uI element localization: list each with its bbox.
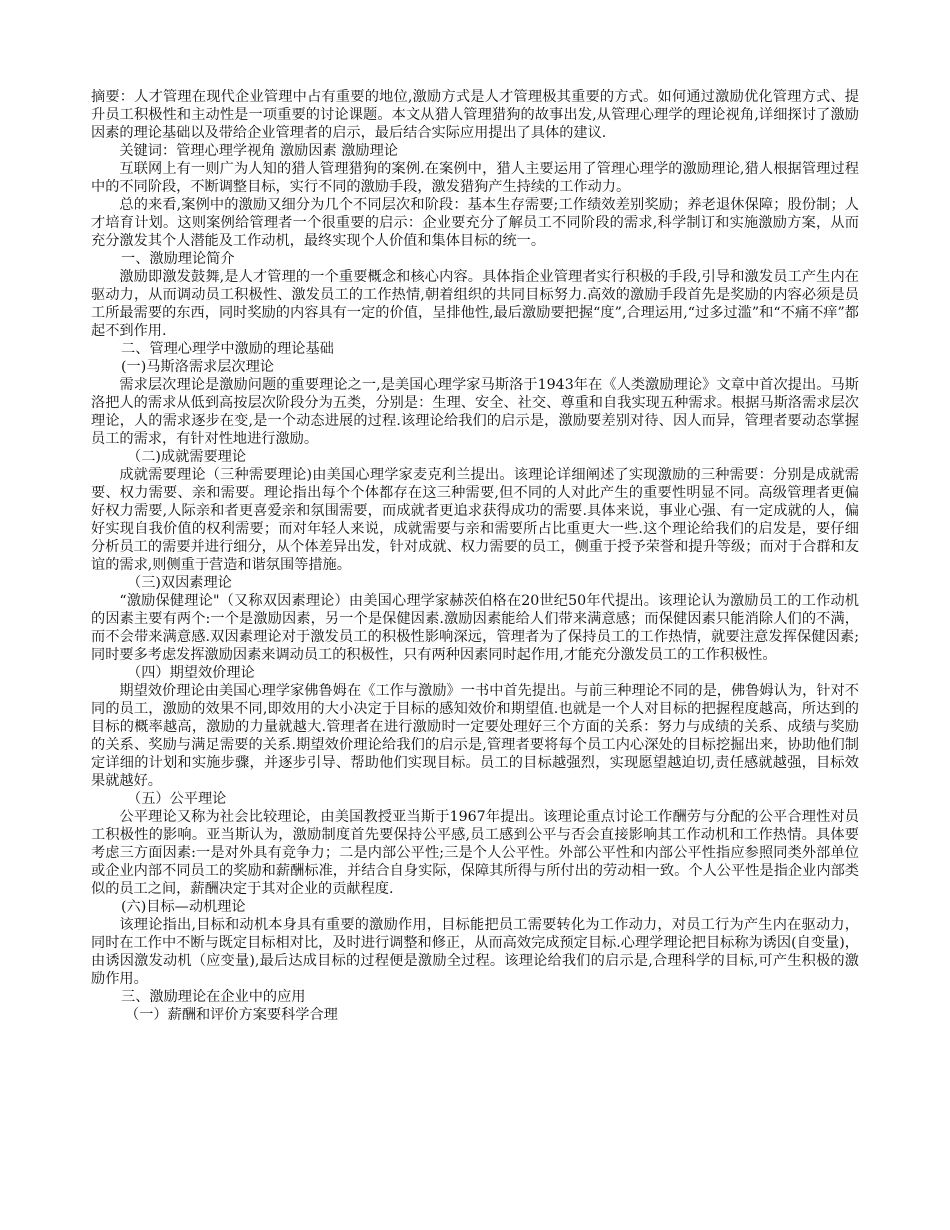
subsection-6-body: 该理论指出,目标和动机本身具有重要的激励作用，目标能把员工需要转化为工作动力，对员工行为产生内在驱动力，同时在工作中不断与既定目标相对比，及时进行调整和修正，从而高效完成预定目标.心理学理论把目标称为诱因(自变量)，由诱因激发动机（应变量),最后达成目标的过程便是激励全过程。该理论给我们的启示是,合理科学的目标,可产生积极的激励作用。 [91,917,859,987]
abstract-paragraph: 摘要：人才管理在现代企业管理中占有重要的地位,激励方式是人才管理极其重要的方式。如何通过激励优化管理方式、提升员工积极性和主动性是一项重要的讨论课题。本文从猎人管理猎狗的故事出发,从管理心理学的理论视角,详细探讨了激励因素的理论基础以及带给企业管理者的启示，最后结合实际应用提出了具体的建议. [91,89,859,141]
subsection-5-body: 公平理论又称为社会比较理论，由美国教授亚当斯于1967年提出。该理论重点讨论工作酬劳与分配的公平合理性对员工积极性的影响。亚当斯认为，激励制度首先要保持公平感,员工感到公平与否会直接影响其工作动机和工作热情。具体要考虑三方面因素:一是对外具有竞争力；二是内部公平性;三是个人公平性。外部公平性和内部公平性指应参照同类外部单位或企业内部不同员工的奖励和薪酬标准，并结合自身实际，保障其所得与所付出的劳动相一致。个人公平性是指企业内部类似的员工之间，薪酬决定于其对企业的贡献程度. [91,809,859,897]
intro-paragraph-2: 总的来看,案例中的激励又细分为几个不同层次和阶段：基本生存需要;工作绩效差别奖励；养老退休保障；股份制；人才培育计划。这则案例给管理者一个很重要的启示：企业要充分了解员工不同阶段的需求,科学制订和实施激励方案，从而充分激发其个人潜能及工作动机，最终实现个人价值和集体目标的统一。 [91,197,859,249]
section-1-body: 激励即激发鼓舞,是人才管理的一个重要概念和核心内容。具体指企业管理者实行积极的手段,引导和激发员工产生内在驱动力，从而调动员工积极性、激发员工的工作热情,朝着组织的共同目标努力.高效的激励手段首先是奖励的内容必须是员工所最需要的东西，同时奖励的内容具有一定的价值，呈排他性,最后激励要把握“度”,合理运用,“过多过滥”和“不痛不痒”都起不到作用. [91,269,859,339]
section-2-heading: 二、管理心理学中激励的理论基础 [121,341,334,357]
subsection-1-heading: (一)马斯洛需求层次理论 [121,359,274,375]
subsection-4-body: 期望效价理论由美国心理学家佛鲁姆在《工作与激励》一书中首先提出。与前三种理论不同的是，佛鲁姆认为，针对不同的员工，激励的效果不同,即效用的大小决定于目标的感知效价和期望值.也就是一个人对目标的把握程度越高，所达到的目标的概率越高，激励的力量就越大.管理者在进行激励时一定要处理好三个方面的关系：努力与成绩的关系、成绩与奖励的关系、奖励与满足需要的关系.期望效价理论给我们的启示是,管理者要将每个员工内心深处的目标挖掘出来，协助他们制定详细的计划和实施步骤，并逐步引导、帮助他们实现目标。员工的目标越强烈，实现愿望越迫切,责任感就越强，目标效果就越好。 [91,683,859,789]
subsection-2-body: 成就需要理论（三种需要理论)由美国心理学家麦克利兰提出。该理论详细阐述了实现激励的三种需要：分别是成就需要、权力需要、亲和需要。理论指出每个个体都存在这三种需要,但不同的人对此产生的重要性明显不同。高级管理者更偏好权力需要,人际亲和者更喜爱亲和氛围需要，而成就者更追求获得成功的需要.具体来说，事业心强、有一定成就的人，偏好实现自我价值的权利需要；而对年轻人来说，成就需要与亲和需要所占比重更大一些.这个理论给我们的启发是，要仔细分析员工的需要并进行细分，从个体差异出发，针对成就、权力需要的员工，侧重于授予荣誉和提升等级；而对于合群和友谊的需求,则侧重于营造和谐氛围等措施。 [91,467,859,573]
subsection-5-heading: （五）公平理论 [127,791,227,807]
subsection-4-heading: （四）期望效价理论 [127,665,255,681]
section-3-subsection-1-heading: （一）薪酬和评价方案要科学合理 [125,1007,338,1023]
keywords-line: 关键词：管理心理学视角 激励因素 激励理论 [119,143,398,159]
subsection-2-heading: （二)成就需要理论 [127,449,247,465]
subsection-6-heading: (六)目标—动机理论 [121,899,246,915]
section-1-heading: 一、激励理论简介 [121,251,235,267]
subsection-1-body: 需求层次理论是激励问题的重要理论之一,是美国心理学家马斯洛于1943年在《人类激励理论》文章中首次提出。马斯洛把人的需求从低到高按层次阶段分为五类，分别是：生理、安全、社交、尊重和自我实现五种需求。根据马斯洛需求层次理论，人的需求逐步在变,是一个动态进展的过程.该理论给我们的启示是，激励要差别对待、因人而异，管理者要动态掌握员工的需求，有针对性地进行激励。 [91,377,859,447]
intro-paragraph-1: 互联网上有一则广为人知的猎人管理猎狗的案例.在案例中，猎人主要运用了管理心理学的激励理论,猎人根据管理过程中的不同阶段，不断调整目标，实行不同的激励手段，激发猎狗产生持续的工作动力。 [91,161,859,195]
section-3-heading: 三、激励理论在企业中的应用 [121,989,306,1005]
subsection-3-heading: （三)双因素理论 [127,575,232,591]
subsection-3-body: “激励保健理论"（又称双因素理论）由美国心理学家赫茨伯格在20世纪50年代提出。该理论认为激励员工的工作动机的因素主要有两个:一个是激励因素，另一个是保健因素.激励因素能给人们带来满意感；而保健因素只能消除人们的不满，而不会带来满意感.双因素理论对于激发员工的积极性影响深远，管理者为了保持员工的工作热情，就要注意发挥保健因素;同时要多考虑发挥激励因素来调动员工的积极性，只有两种因素同时起作用,才能充分激发员工的工作积极性。 [91,593,859,663]
